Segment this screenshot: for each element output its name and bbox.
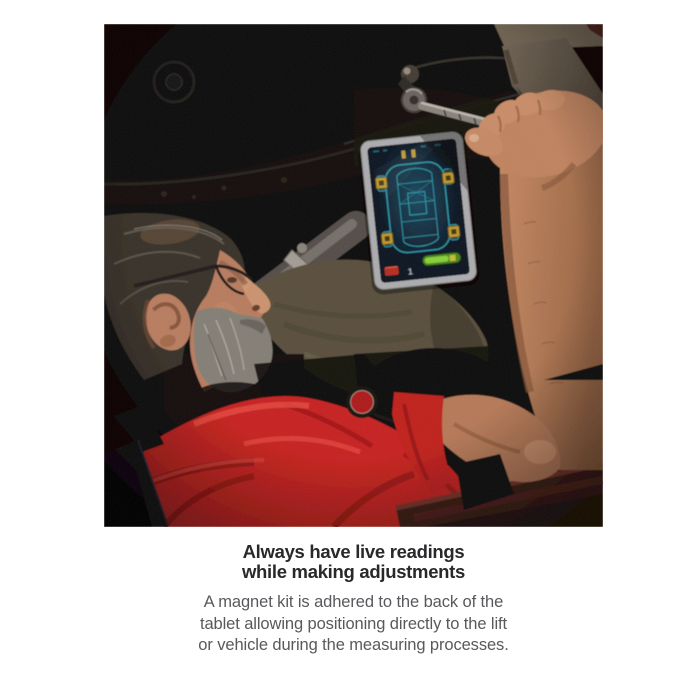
caption-body-line3: or vehicle during the measuring processes. xyxy=(198,636,509,654)
caption-heading-line1: Always have live readings xyxy=(242,541,465,562)
photo-grain xyxy=(104,24,603,527)
photo-mechanic-under-vehicle xyxy=(104,24,603,527)
caption-body xyxy=(104,592,603,657)
caption-body-line1: A magnet kit is adhered to the back of the xyxy=(203,593,504,611)
caption xyxy=(104,542,603,657)
caption-heading xyxy=(104,542,603,582)
photo-illustration xyxy=(104,24,603,527)
caption-body-line2: tablet allowing positioning directly to the lift xyxy=(199,614,508,633)
caption-heading-line2: while making adjustments xyxy=(241,561,466,582)
